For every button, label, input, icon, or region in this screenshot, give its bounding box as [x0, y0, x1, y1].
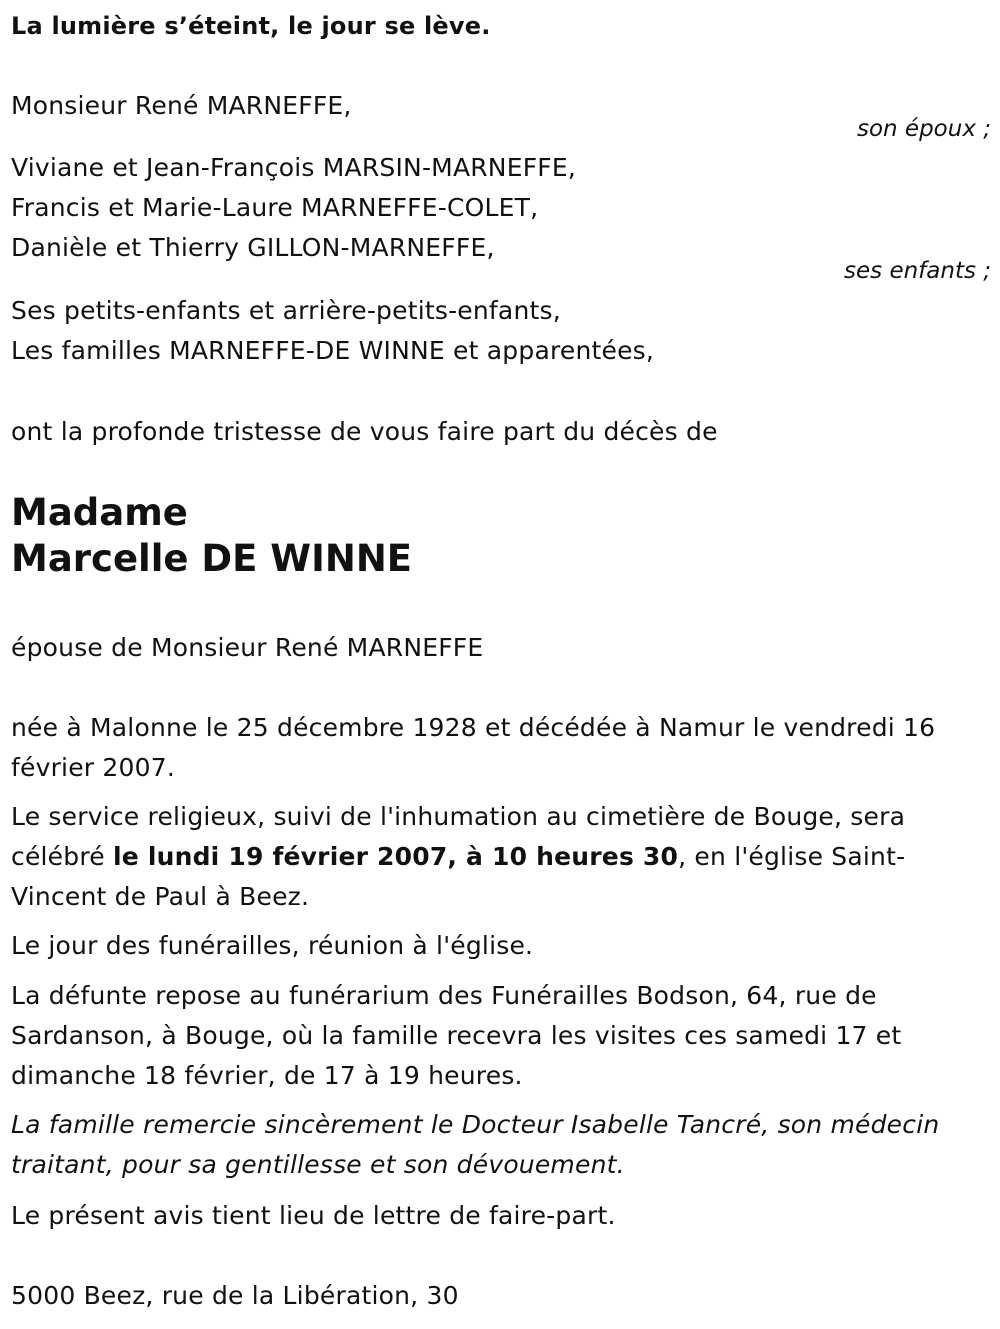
notice-paragraph: Le présent avis tient lieu de lettre de faire-part. [11, 1201, 616, 1230]
birth-death-paragraph: née à Malonne le 25 décembre 1928 et décédée à Namur le vendredi 16 février 2007. [11, 713, 936, 782]
children-role: ses enfants ; [844, 258, 991, 284]
child-line: Viviane et Jean-François MARSIN-MARNEFFE, [11, 153, 577, 182]
meeting-paragraph: Le jour des funérailles, réunion à l'église. [11, 931, 534, 960]
motto: La lumière s’éteint, le jour se lève. [11, 12, 491, 40]
child-line: Francis et Marie-Laure MARNEFFE-COLET, [11, 193, 539, 222]
family-line: Ses petits-enfants et arrière-petits-enfants, [11, 296, 561, 325]
deceased-title: Madame [11, 491, 188, 534]
spouse-of-text: épouse de Monsieur René MARNEFFE [11, 633, 484, 662]
service-date-time: le lundi 19 février 2007, à 10 heures 30 [112, 842, 679, 871]
deceased-name: Marcelle DE WINNE [11, 537, 413, 580]
service-paragraph [11, 797, 986, 917]
family-line: Les familles MARNEFFE-DE WINNE et apparentées, [11, 336, 655, 365]
address-text: 5000 Beez, rue de la Libération, 30 [11, 1281, 459, 1310]
service-text-before: Le service religieux, suivi de l'inhumation au cimetière de Bouge, sera célébré [11, 802, 906, 871]
announcement-text: ont la profonde tristesse de vous faire part du décès de [11, 417, 718, 446]
service-text-after: , en l'église Saint-Vincent de Paul à Beez. [11, 842, 906, 911]
obituary-document [11, 0, 991, 1329]
rest-paragraph: La défunte repose au funérarium des Funérailles Bodson, 64, rue de Sardanson, à Bouge, où la famille recevra les visites ces samedi 17 et dimanche 18 février, de 17 à 19 heures. [11, 981, 902, 1090]
thanks-paragraph: La famille remercie sincèrement le Docteur Isabelle Tancré, son médecin traitant, pour sa gentillesse et son dévouement. [11, 1110, 940, 1179]
spouse-role: son époux ; [856, 116, 991, 142]
child-line: Danièle et Thierry GILLON-MARNEFFE, [11, 233, 495, 262]
spouse-name: Monsieur René MARNEFFE, [11, 91, 352, 120]
